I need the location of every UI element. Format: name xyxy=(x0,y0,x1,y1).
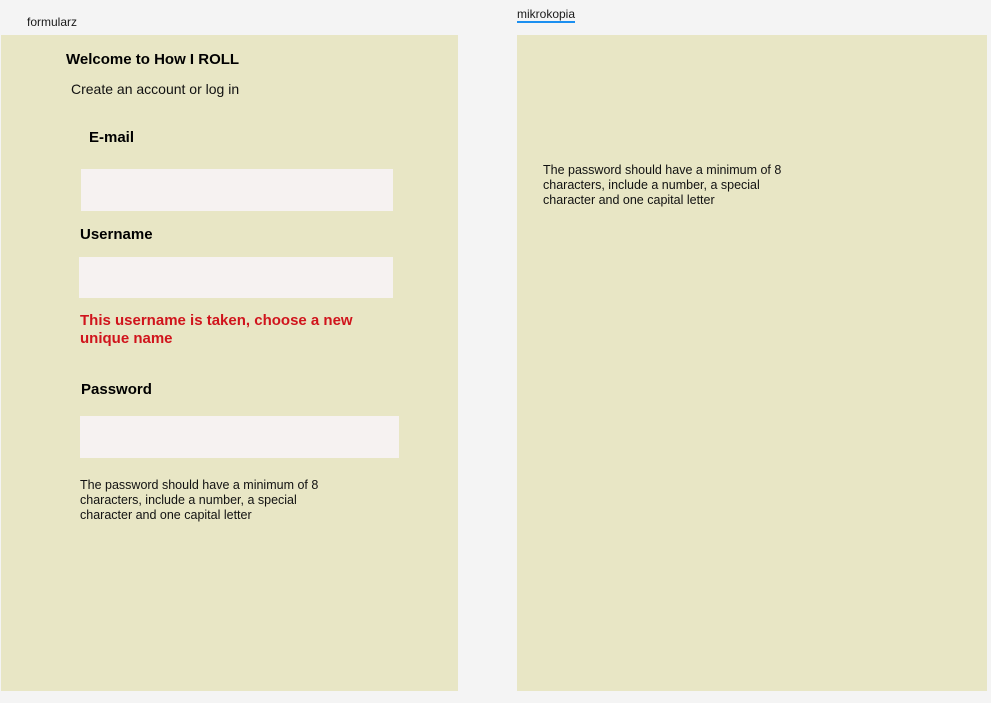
username-error-message: This username is taken, choose a new unique name xyxy=(80,312,353,347)
form-frame xyxy=(1,35,458,691)
username-input[interactable] xyxy=(79,257,393,298)
form-title: Welcome to How I ROLL xyxy=(66,51,240,68)
password-input[interactable] xyxy=(80,416,399,458)
microcopy-frame-label[interactable]: mikrokopia xyxy=(517,7,576,21)
email-input[interactable] xyxy=(81,169,393,211)
form-frame-label[interactable]: formularz xyxy=(27,15,78,29)
password-label: Password xyxy=(81,381,152,398)
microcopy-password-hint: The password should have a minimum of 8 characters, include a number, a special character and one capital letter xyxy=(543,163,782,207)
email-label: E-mail xyxy=(89,129,135,146)
username-label: Username xyxy=(80,226,153,243)
microcopy-frame xyxy=(517,35,987,691)
password-hint: The password should have a minimum of 8 characters, include a number, a special character and one capital letter xyxy=(80,478,319,522)
form-subtitle: Create an account or log in xyxy=(71,81,240,97)
